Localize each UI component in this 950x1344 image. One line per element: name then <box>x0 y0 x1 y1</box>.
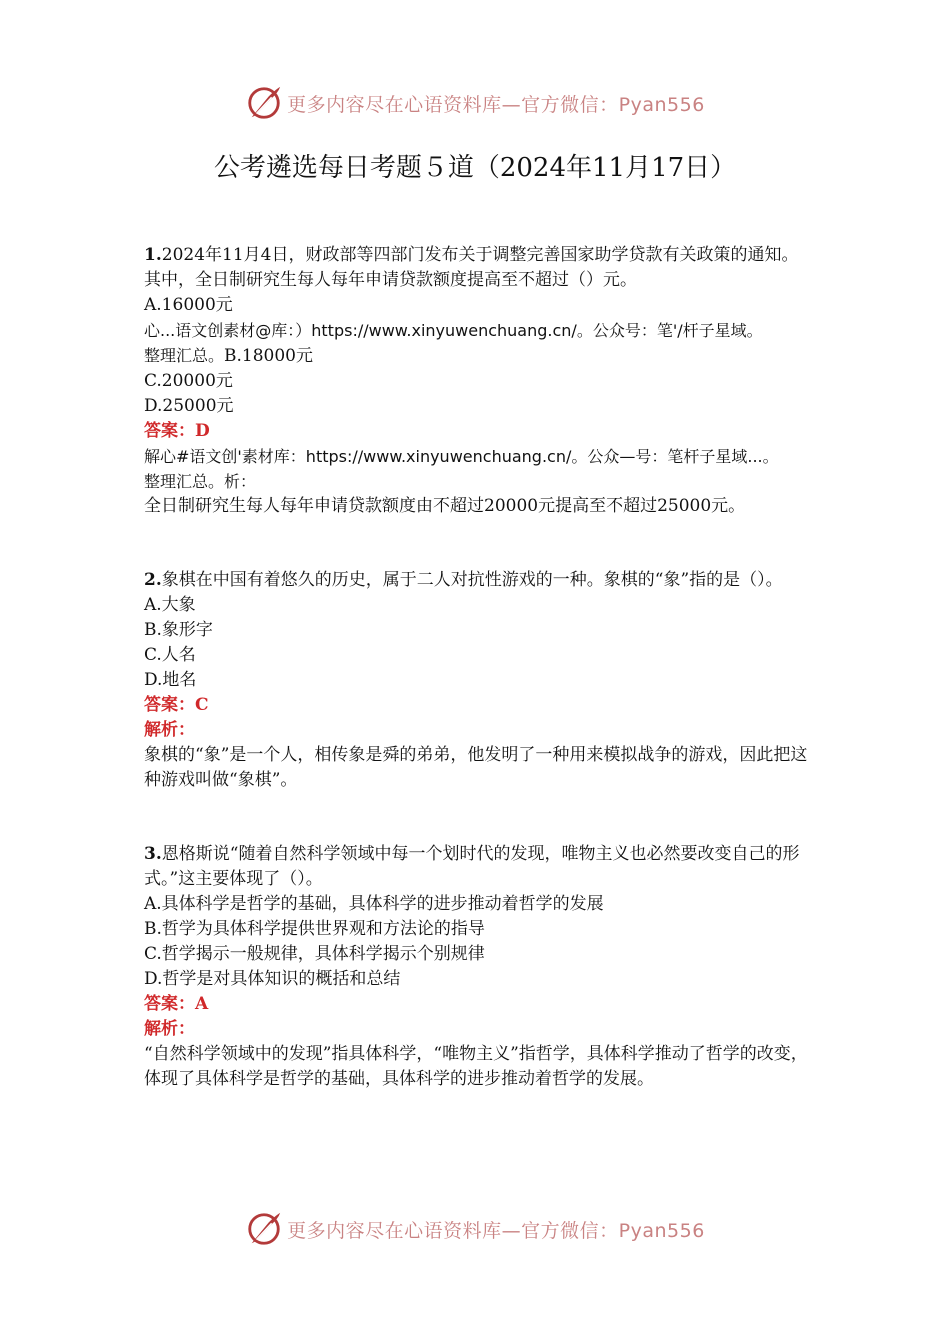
option-c: C.20000元 <box>144 371 233 391</box>
question-1 <box>144 243 809 519</box>
quill-logo-icon <box>245 1210 283 1248</box>
option-d: D.25000元 <box>144 396 234 416</box>
option-c: C.人名 <box>144 645 196 665</box>
header-banner <box>0 81 950 125</box>
option-b: B.象形字 <box>144 620 213 640</box>
question-stem: 2.象棋在中国有着悠久的历史，属于二人对抗性游戏的一种。象棋的“象”指的是（）。 <box>144 570 783 590</box>
question-3 <box>144 842 809 1092</box>
answer-label: 答案：C <box>144 695 209 715</box>
explanation: 全日制研究生每人每年申请贷款额度由不超过20000元提高至不超过25000元。 <box>144 496 746 516</box>
option-a: A.具体科学是哲学的基础，具体科学的进步推动着哲学的发展 <box>144 894 604 914</box>
option-b: B.18000元 <box>224 346 313 366</box>
option-d: D.地名 <box>144 670 197 690</box>
option-b: B.哲学为具体科学提供世界观和方法论的指导 <box>144 919 485 939</box>
question-stem: 1.2024年11月4日，财政部等四部门发布关于调整完善国家助学贷款有关政策的通知。其中，全日制研究生每人每年申请贷款额度提高至不超过（）元。 <box>144 245 799 290</box>
header-banner-text: 更多内容尽在心语资料库—官方微信：Pyan556 <box>287 93 705 116</box>
watermark-text: 解心#语文创'素材库：https://www.xinyuwenchuang.cn/。公众—号：笔杆子星域...。 <box>144 447 779 466</box>
question-number: 1. <box>144 245 162 265</box>
analysis-label: 解析： <box>144 1019 195 1039</box>
document-body <box>144 243 809 1141</box>
footer-banner-text: 更多内容尽在心语资料库—官方微信：Pyan556 <box>287 1219 705 1242</box>
watermark-text-tail: 整理汇总。 <box>144 346 225 365</box>
question-number: 2. <box>144 570 162 590</box>
watermark-text: 心...语文创素材@库：）https://www.xinyuwenchuang.cn/。公众号：笔'/杆子星域。 <box>144 321 763 340</box>
option-d: D.哲学是对具体知识的概括和总结 <box>144 969 401 989</box>
option-a: A.16000元 <box>144 295 233 315</box>
explanation: “自然科学领域中的发现”指具体科学，“唯物主义”指哲学，具体科学推动了哲学的改变，体现了具体科学是哲学的基础，具体科学的进步推动着哲学的发展。 <box>144 1044 808 1089</box>
question-number: 3. <box>144 844 162 864</box>
answer-label: 答案：A <box>144 994 209 1014</box>
quill-logo-icon <box>245 84 283 122</box>
footer-banner <box>0 1207 950 1251</box>
option-a: A.大象 <box>144 595 196 615</box>
question-2 <box>144 568 809 793</box>
page-title: 公考遴选每日考题５道（2024年11月17日） <box>213 153 737 183</box>
explanation: 象棋的“象”是一个人，相传象是舜的弟弟，他发明了一种用来模拟战争的游戏，因此把这种游戏叫做“象棋”。 <box>144 745 808 790</box>
option-b-line <box>144 343 809 369</box>
question-stem: 3.恩格斯说“随着自然科学领域中每一个划时代的发现，唯物主义也必然要改变自己的形式。”这主要体现了（）。 <box>144 844 800 889</box>
analysis-label: 解析： <box>144 720 195 740</box>
option-c: C.哲学揭示一般规律，具体科学揭示个别规律 <box>144 944 485 964</box>
answer-label: 答案：D <box>144 421 210 441</box>
watermark-text-tail: 整理汇总。析： <box>144 472 257 491</box>
